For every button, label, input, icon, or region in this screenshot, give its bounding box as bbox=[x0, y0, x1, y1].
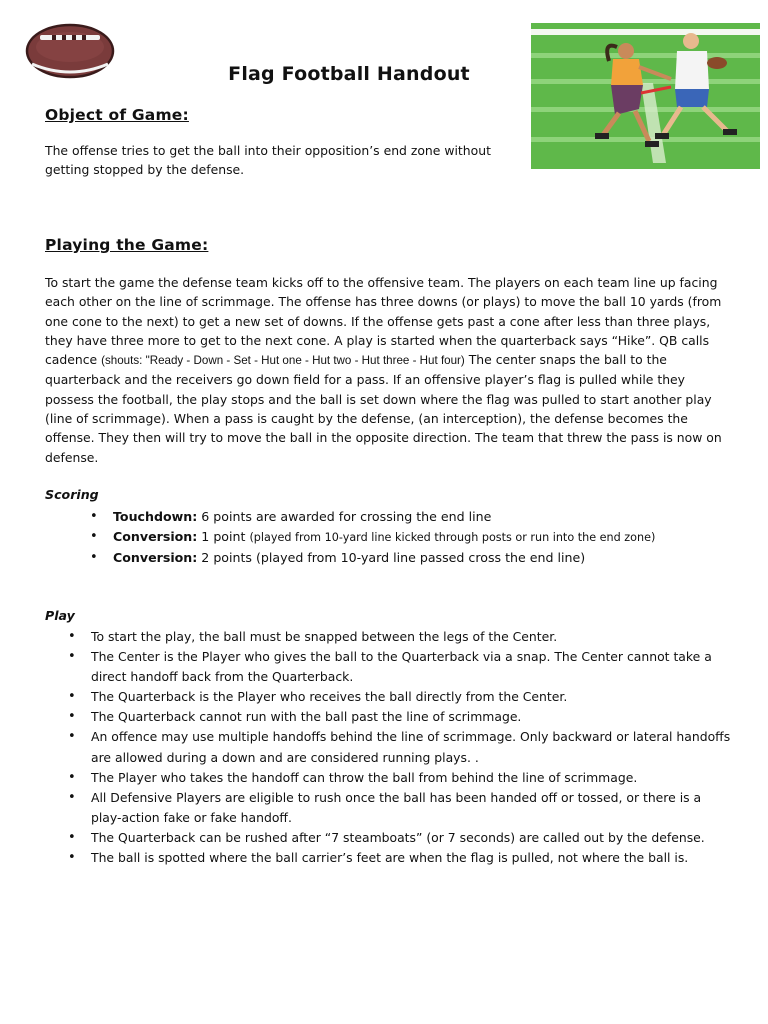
scoring-heading: Scoring bbox=[45, 487, 99, 502]
list-item bbox=[113, 527, 733, 548]
playing-text-part-1: To start the game the defense team kicks off to the offensive team. The players on each team line up facing each other on the line of scrimmage. The offense has three downs (or plays) to move the ball 10 yards (from one cone to the next) to get a new set of downs. If the offense gets past a cone after less than three plays, they have three more to get to the next cone. A play is started when the quarterback says “Hike”. QB calls cadence bbox=[45, 275, 722, 368]
play-heading: Play bbox=[45, 608, 75, 623]
playing-heading: Playing the Game: bbox=[45, 236, 209, 254]
page-title: Flag Football Handout bbox=[228, 62, 470, 85]
list-item: • The Center is the Player who gives the ball to the Quarterback via a snap. The Center cannot take a direct handoff back from the Quarterback. bbox=[91, 647, 731, 687]
playing-text-part-2: The center snaps the ball to the quarterback and the receivers go down field for a pass. If an offensive player’s flag is pulled while they possess the football, the play stops and the ball is set down where the flag was pulled to start another play (line of scrimmage). When a pass is caught by the defense, (an interception), the defense becomes the offense. They then will try to move the ball in the opposite direction. The team that threw the pass is now on defense. bbox=[45, 352, 722, 465]
score-label: Conversion: bbox=[113, 550, 198, 565]
list-item bbox=[113, 507, 733, 527]
score-text: 1 point bbox=[197, 529, 250, 544]
list-item: • The Quarterback is the Player who receives the ball directly from the Center. bbox=[91, 687, 731, 707]
object-text: The offense tries to get the ball into their opposition’s end zone without getting stopped by the defense. bbox=[45, 143, 491, 178]
score-note: (played from 10-yard line kicked through posts or run into the end zone) bbox=[249, 531, 656, 544]
list-item: • The Quarterback can be rushed after “7 steamboats” (or 7 seconds) are called out by the defense. bbox=[91, 828, 731, 848]
flag-football-players-illustration bbox=[531, 23, 760, 169]
scoring-list bbox=[113, 507, 733, 568]
list-item: • The ball is spotted where the ball carrier’s feet are when the flag is pulled, not where the ball is. bbox=[91, 848, 731, 868]
score-label: Touchdown: bbox=[113, 509, 198, 524]
list-item: • To start the play, the ball must be snapped between the legs of the Center. bbox=[91, 627, 731, 647]
play-rules-list bbox=[91, 627, 731, 868]
cadence-shout: (shouts: "Ready - Down - Set - Hut one - Hut two - Hut three - Hut four) bbox=[101, 354, 465, 368]
list-item bbox=[113, 548, 733, 568]
list-item: • The Quarterback cannot run with the ball past the line of scrimmage. bbox=[91, 707, 731, 727]
score-label: Conversion: bbox=[113, 529, 198, 544]
score-text: 6 points are awarded for crossing the end line bbox=[197, 509, 492, 524]
list-item: • An offence may use multiple handoffs behind the line of scrimmage. Only backward or lateral handoffs are allowed during a down and are considered running plays. . bbox=[91, 727, 731, 767]
list-item: • The Player who takes the handoff can throw the ball from behind the line of scrimmage. bbox=[91, 768, 731, 788]
score-text: 2 points (played from 10-yard line passed cross the end line) bbox=[197, 550, 586, 565]
playing-text bbox=[45, 273, 725, 467]
list-item: • All Defensive Players are eligible to rush once the ball has been handed off or tossed, or there is a play-action fake or fake handoff. bbox=[91, 788, 731, 828]
object-heading: Object of Game: bbox=[45, 106, 189, 124]
